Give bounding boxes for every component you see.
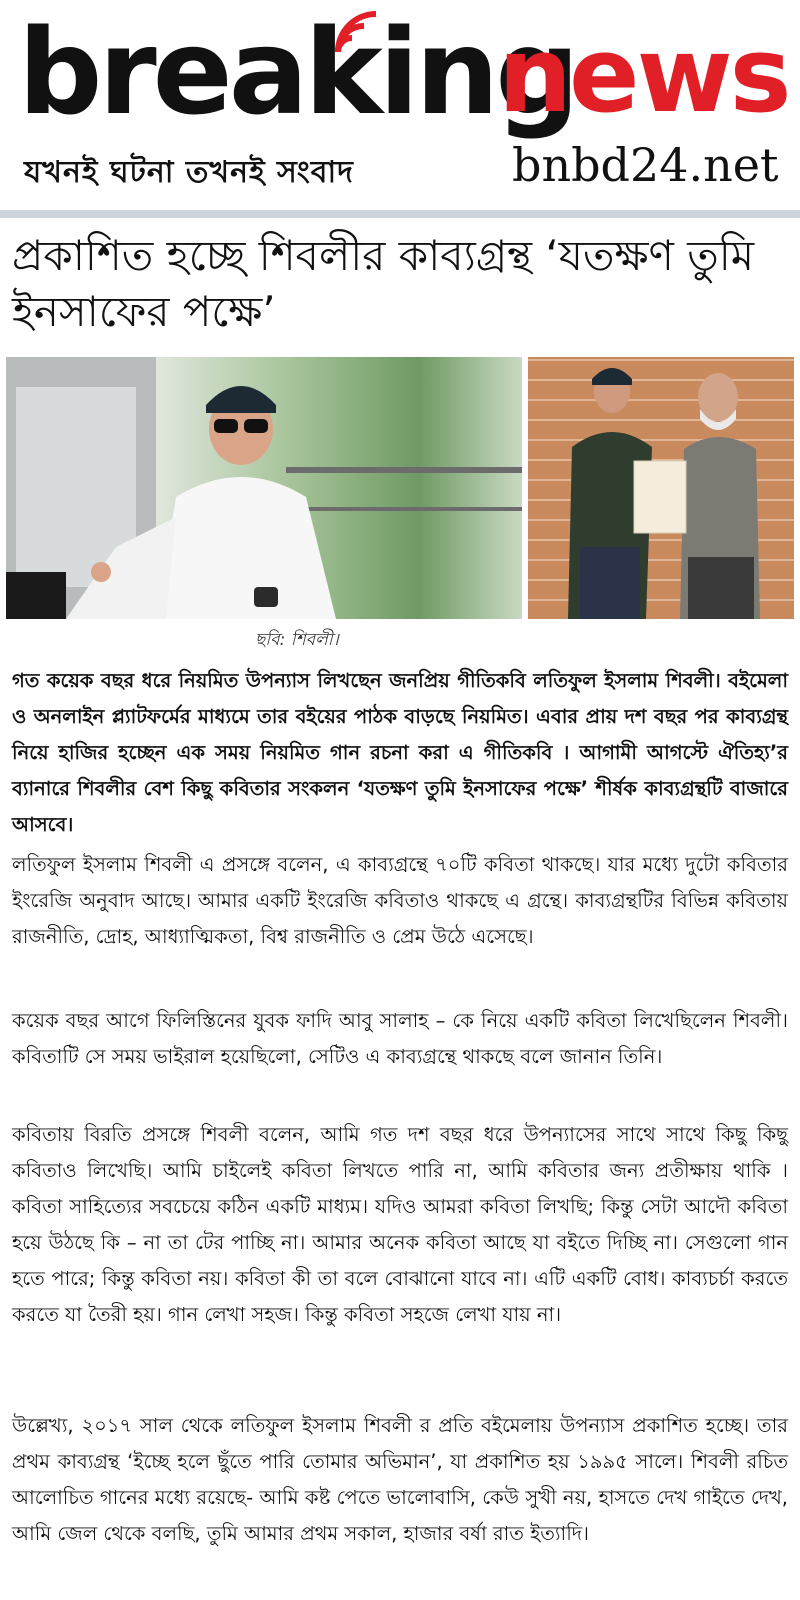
photo-caption: ছবি: শিবলী। bbox=[255, 630, 339, 650]
handover-photo bbox=[528, 357, 794, 619]
article-headline: প্রকাশিত হচ্ছে শিবলীর কাব্যগ্রন্থ ‘যতক্ষণ তুমি ইনসাফের পক্ষে’ bbox=[12, 231, 755, 336]
article-paragraph: কবিতায় বিরতি প্রসঙ্গে শিবলী বলেন, আমি গত দশ বছর ধরে উপন্যাসের সাথে সাথে কিছু কিছু কবিতাও লিখেছি। আমি চাইলেই কবিতা লিখতে পারি না, আমি কবিতার জন্য প্রতীক্ষায় থাকি । কবিতা সাহিত্যের সবচেয়ে কঠিন একটি মাধ্যম। যদিও আমরা কবিতা লিখছি; কিন্তু সেটা আদৌ কবিতা হয়ে উঠছে কি – না তা টের পাচ্ছি না। আমার অনেক কবিতা আছে যা বইতে দিচ্ছি না। সেগুলো গান হতে পারে; কিন্তু কবিতা নয়। কবিতা কী তা বলে বোঝানো যাবে না। এটি একটি বোধ। কাব্যচর্চা করতে করতে যা তৈরী হয়। গান লেখা সহজ। কিন্তু কবিতা সহজে লেখা যায় না। bbox=[12, 1123, 788, 1326]
site-domain: bnbd24.net bbox=[512, 138, 779, 192]
article-paragraph: লতিফুল ইসলাম শিবলী এ প্রসঙ্গে বলেন, এ কাব্যগ্রন্থে ৭০টি কবিতা থাকছে। যার মধ্যে দুটো কবিতার ইংরেজি অনুবাদ আছে। আমার একটি ইংরেজি কবিতাও থাকছে এ গ্রন্থে। কাব্যগ্রন্থটির বিভিন্ন কবিতায় রাজনীতি, দ্রোহ, আধ্যাত্মিকতা, বিশ্ব রাজনীতি ও প্রেম উঠে এসেছে। bbox=[12, 853, 788, 948]
header-divider bbox=[0, 210, 800, 218]
logo-breaking-text: breaking bbox=[18, 3, 576, 141]
masthead bbox=[0, 0, 800, 205]
logo-news-text: news bbox=[498, 14, 789, 136]
article-paragraph: উল্লেখ্য, ২০১৭ সাল থেকে লতিফুল ইসলাম শিবলী র প্রতি বইমেলায় উপন্যাস প্রকাশিত হচ্ছে। তার প্রথম কাব্যগ্রন্থ ‘ইচ্ছে হলে ছুঁতে পারি তোমার অভিমান’, যা প্রকাশিত হয় ১৯৯৫ সালে। শিবলী রচিত আলোচিত গানের মধ্যে রয়েছে- আমি কষ্ট পেতে ভালোবাসি, কেউ সুখী নয়, হাসতে দেখ গাইতে দেখ, আমি জেল থেকে বলছি, তুমি আমার প্রথম সকাল, হাজার বর্ষা রাত ইত্যাদি। bbox=[12, 1414, 788, 1545]
photo-row bbox=[6, 357, 794, 619]
article-lead-paragraph: গত কয়েক বছর ধরে নিয়মিত উপন্যাস লিখছেন জনপ্রিয় গীতিকবি লতিফুল ইসলাম শিবলী। বইমেলা ও অনলাইন প্ল্যাটফর্মের মাধ্যমে তার বইয়ের পাঠক বাড়ছে নিয়মিত। এবার প্রায় দশ বছর পর কাব্যগ্রন্থ নিয়ে হাজির হচ্ছেন এক সময় নিয়মিত গান রচনা করা এ গীতিকবি । আগামী আগস্টে ঐতিহ্য’র ব্যানারে শিবলীর বেশ কিছু কবিতার সংকলন ‘যতক্ষণ তুমি ইনসাফের পক্ষে’ শীর্ষক কাব্যগ্রন্থটি বাজারে আসবে। bbox=[12, 669, 788, 836]
portrait-illustration bbox=[6, 357, 522, 619]
article-paragraph: কয়েক বছর আগে ফিলিস্তিনের যুবক ফাদি আবু সালাহ – কে নিয়ে একটি কবিতা লিখেছিলেন শিবলী। কবিতাটি সে সময় ভাইরাল হয়েছিলো, সেটিও এ কাব্যগ্রন্থে থাকছে বলে জানান তিনি। bbox=[12, 1009, 788, 1068]
handover-illustration bbox=[528, 357, 794, 619]
portrait-photo bbox=[6, 357, 522, 619]
masthead-tagline: যখনই ঘটনা তখনই সংবাদ bbox=[24, 155, 354, 190]
